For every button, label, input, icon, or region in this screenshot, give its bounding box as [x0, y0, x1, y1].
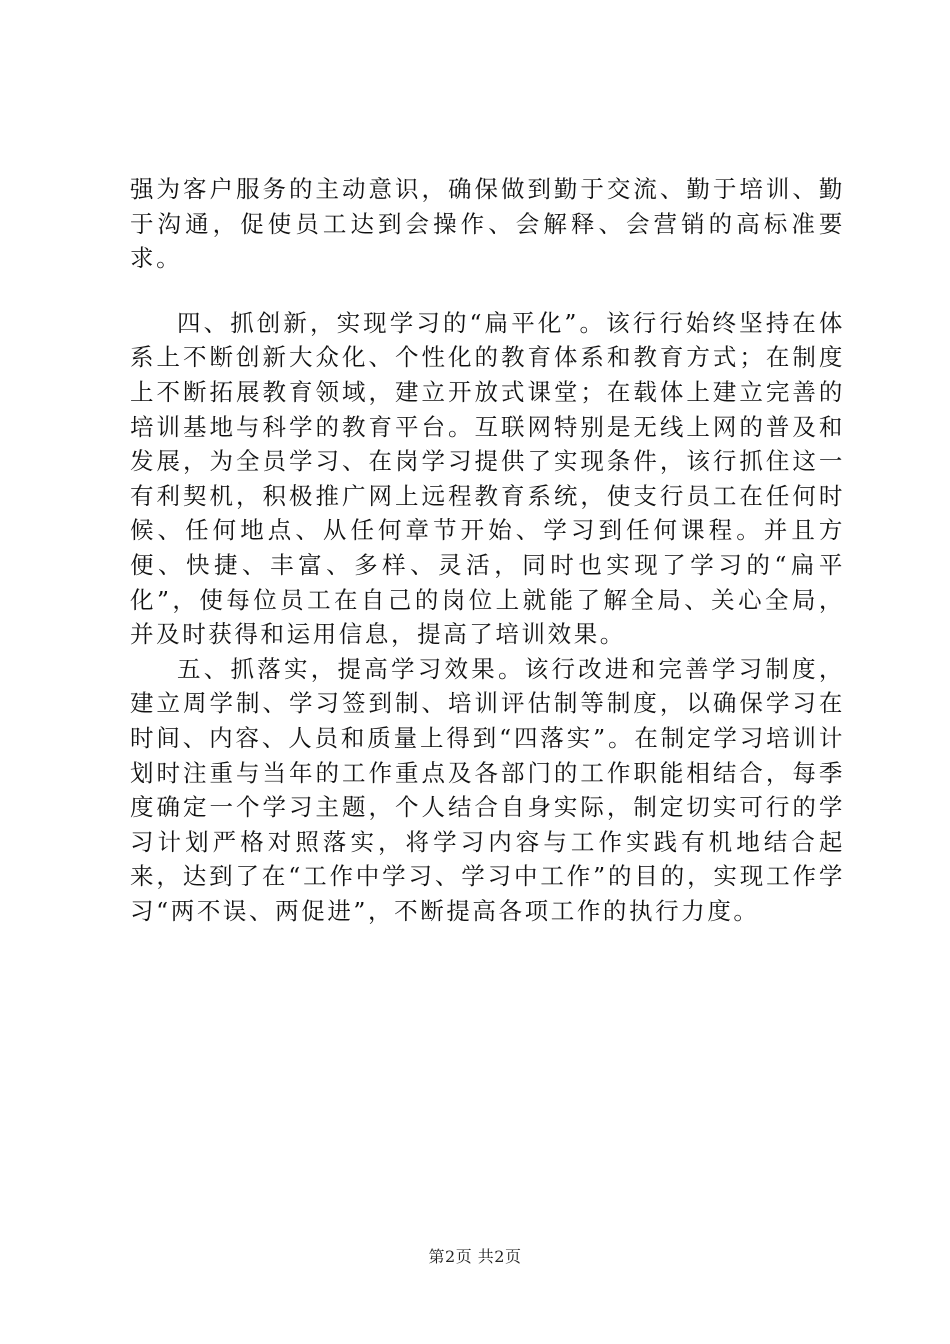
paragraph-continuation: 强为客户服务的主动意识，确保做到勤于交流、勤于培训、勤于沟通，促使员工达到会操作、会解释、会营销的高标准要求。	[130, 175, 845, 273]
document-body	[130, 172, 845, 928]
paragraph-spacer	[130, 276, 845, 306]
paragraph-section-five: 五、抓落实，提高学习效果。该行改进和完善学习制度，建立周学制、学习签到制、培训评估制等制度，以确保学习在时间、内容、人员和质量上得到“四落实”。在制定学习培训计划时注重与当年的工作重点及各部门的工作职能相结合，每季度确定一个学习主题，个人结合自身实际，制定切实可行的学习计划严格对照落实，将学习内容与工作实践有机地结合起来，达到了在“工作中学习、学习中工作”的目的，实现工作学习“两不误、两促进”，不断提高各项工作的执行力度。	[130, 654, 845, 925]
paragraph-section-four: 四、抓创新，实现学习的“扁平化”。该行行始终坚持在体系上不断创新大众化、个性化的教育体系和教育方式；在制度上不断拓展教育领域，建立开放式课堂；在载体上建立完善的培训基地与科学的教育平台。互联网特别是无线上网的普及和发展，为全员学习、在岗学习提供了实现条件，该行抓住这一有利契机，积极推广网上远程教育系统，使支行员工在任何时候、任何地点、从任何章节开始、学习到任何课程。并且方便、快捷、丰富、多样、灵活，同时也实现了学习的“扁平化”，使每位员工在自己的岗位上就能了解全局、关心全局，并及时获得和运用信息，提高了培训效果。	[130, 308, 845, 649]
page-number-footer: 第2页 共2页	[428, 1247, 522, 1266]
